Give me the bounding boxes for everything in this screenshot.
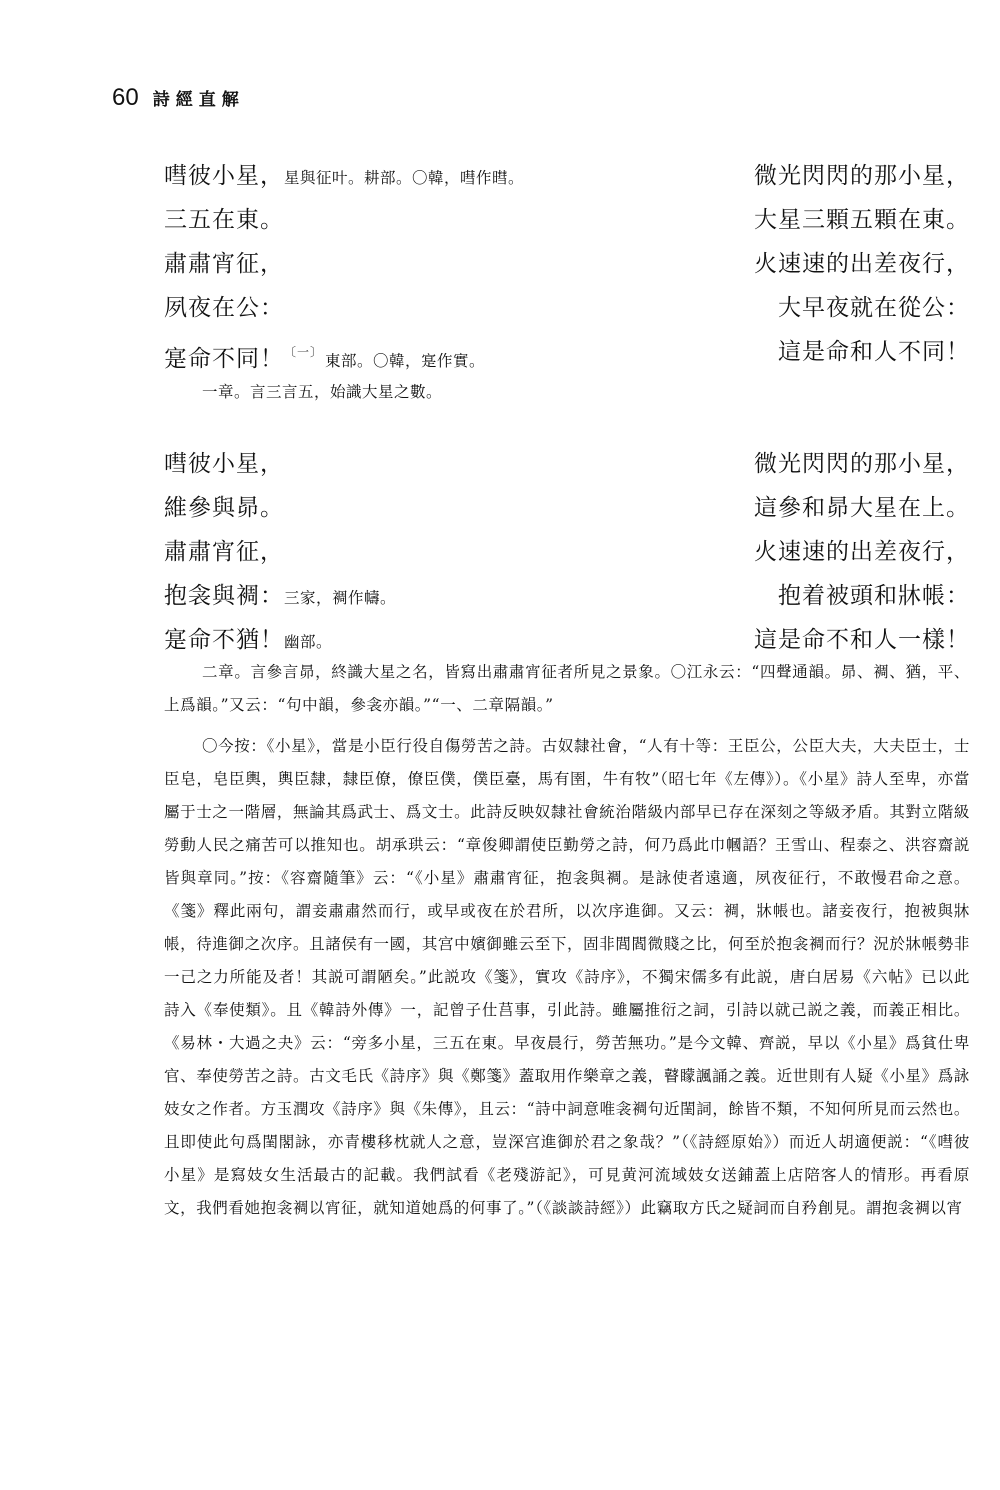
translation-line: 這參和昴大星在上。 [754,495,970,521]
verse-line [164,534,970,578]
original-line: 維參與昴。 [164,495,284,521]
translation-line: 這是命不和人一樣！ [754,627,970,653]
translation-line: 大早夜就在從公： [778,295,970,321]
stanza-2 [164,446,970,666]
chapter-two-note: 二章。言參言昴，終識大星之名，皆寫出肅肅宵征者所見之景象。〇江永云：“四聲通韻。昴、裯、猶，平、上爲韻。”又云：“句中韻，參衾亦韻。”“一、二章隔韻。” [164,663,970,714]
verse-line [164,490,970,534]
rhyme-note: 幽部。 [284,633,333,651]
original-line: 夙夜在公： [164,295,284,321]
translation-line: 火速速的出差夜行， [754,251,970,277]
book-title: 詩經直解 [152,90,245,110]
translation-line: 大星三顆五顆在東。 [754,207,970,233]
original-line: 嘒彼小星， [164,451,284,477]
verse-line [164,246,970,290]
original-line: 三五在東。 [164,207,284,233]
page-header [112,80,245,112]
translation-line: 火速速的出差夜行， [754,539,970,565]
translation-line: 抱着被頭和牀帳： [778,583,970,609]
original-line: 抱衾與裯：三家，裯作幬。 [164,583,397,609]
commentary-paragraph: 〇今按：《小星》，當是小臣行役自傷勞苦之詩。古奴隸社會，“人有十等：王臣公，公臣大夫，大夫臣士，士臣皂，皂臣輿，輿臣隸，隸臣僚，僚臣僕，僕臣臺，馬有圉，牛有牧”（昭七年《左傳》）。《小星》詩人至卑，亦當屬于士之一階層，無論其爲武士、爲文士。此詩反映奴隸社會統治階級内部早已存在深刻之等級矛盾。其對立階級勞動人民之痛苦可以推知也。胡承珙云：“章俊卿謂使臣勤勞之詩，何乃爲此巾幗語？王雪山、程泰之、洪容齋説皆與章同。”按：《容齋隨筆》云：“《小星》肅肅宵征，抱衾與裯。是詠使者遠適，夙夜征行，不敢慢君命之意。《箋》釋此兩句，謂妾肅肅然而行，或早或夜在於君所，以次序進御。又云：裯，牀帳也。諸妾夜行，抱被與牀帳，待進御之次序。且諸侯有一國，其宫中嬪御雖云至下，固非閭閻微賤之比，何至於抱衾裯而行？況於牀帳勢非一己之力所能及者！其説可謂陋矣。”此説攻《箋》，實攻《詩序》，不獨宋儒多有此説，唐白居易《六帖》已以此詩入《奉使類》。且《韓詩外傳》一，記曾子仕莒事，引此詩。雖屬推衍之詞，引詩以就己説之義，而義正相比。《易林・大過之夬》云：“旁多小星，三五在東。早夜晨行，勞苦無功。”是今文韓、齊説，早以《小星》爲貧仕卑官、奉使勞苦之詩。古文毛氏《詩序》與《鄭箋》蓋取用作樂章之義，瞽矇諷誦之義。近世則有人疑《小星》爲詠妓女之作者。方玉潤攻《詩序》與《朱傳》，且云：“詩中詞意唯衾裯句近閨詞，餘皆不類，不知何所見而云然也。且即使此句爲閨閣詠，亦青樓移枕就人之意，豈深宫進御於君之象哉？”（《詩經原始》）而近人胡適便説：“《嘒彼小星》是寫妓女生活最古的記載。我們試看《老殘游記》，可見黄河流域妓女送鋪蓋上店陪客人的情形。再看原文，我們看她抱衾裯以宵征，就知道她爲的何事了。”（《談談詩經》）此竊取方氏之疑詞而自矜創見。謂抱衾裯以宵 [164,737,970,1217]
rhyme-note: 東部。〇韓，寔作實。 [325,352,486,370]
verse-line [164,202,970,246]
stanza-summary: 一章。言三言五，始識大星之數。 [202,383,443,401]
verse-line [164,158,970,202]
original-line: 寔命不同！$^{〔一〕}$ 東部。〇韓，寔作實。 [164,345,486,372]
translation-line: 微光閃閃的那小星， [754,163,970,189]
verse-line [164,578,970,622]
page-number: 60 [112,84,139,111]
stanza-1 [164,158,970,406]
rhyme-note: 星與征叶。耕部。〇韓，嘒作暳。 [284,169,525,187]
verse-line [164,334,970,378]
variant-note: 三家，裯作幬。 [284,589,397,607]
verse-line [164,290,970,334]
original-line: 寔命不猶！幽部。 [164,627,333,653]
original-line: 嘒彼小星，星與征叶。耕部。〇韓，嘒作暳。 [164,163,525,189]
verse-line [164,446,970,490]
footnote-marker: 〔一〕 [284,345,324,359]
original-line: 肅肅宵征， [164,251,284,277]
translation-line: 微光閃閃的那小星， [754,451,970,477]
original-line: 肅肅宵征， [164,539,284,565]
translation-line: 這是命和人不同！ [778,339,970,365]
